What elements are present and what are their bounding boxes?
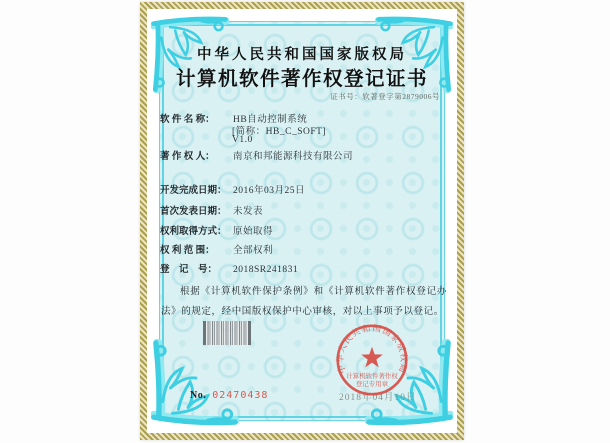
certificate-number-label: 证书号： (330, 92, 363, 101)
seal-line2: 登记专用章 (355, 381, 389, 389)
corner-flourish-icon (151, 339, 239, 427)
field-label: 著 作 权 人： (160, 152, 215, 162)
seal-line1: 计算机软件著作权 (346, 373, 398, 381)
field-acquisition (160, 223, 273, 237)
seal-ring-text: 中华人民共和国国家版权局 (334, 322, 410, 375)
certificate-number (330, 91, 440, 102)
field-rights-scope (160, 242, 273, 256)
seal-star-icon (361, 347, 383, 368)
issuing-authority: 中华人民共和国国家版权局 (197, 47, 407, 63)
field-first-published (160, 203, 263, 217)
field-label: 权利取得方式： (160, 227, 227, 237)
registration-statement: 根据《计算机软件保护条例》和《计算机软件著作权登记办法》的规定，经中国版权保护中心审核，对以上事项予以登记。 (161, 287, 447, 317)
field-value: 南京和邦能源科技有限公司 (233, 152, 354, 162)
issue-date: 2018年04月10日 (339, 393, 417, 403)
official-seal (334, 322, 410, 398)
field-label: 软 件 名 称： (160, 115, 215, 125)
field-copyright-owner (160, 148, 353, 162)
field-label: 权 利 范 围： (160, 246, 215, 256)
field-value: 2018SR241831 (233, 265, 299, 275)
field-value: 未发表 (233, 207, 264, 217)
field-registration-no (160, 261, 298, 275)
field-value: HB自动控制系统 (233, 115, 308, 125)
barcode (203, 321, 251, 345)
field-value: 原始取得 (233, 227, 274, 237)
certificate (140, 2, 464, 440)
field-short-name: [简称：HB_C_SOFT] (232, 127, 327, 137)
field-label: 登 记 号： (160, 265, 218, 275)
field-version: V1.0 (232, 135, 253, 145)
field-value: 全部权利 (233, 246, 274, 256)
serial-number-label: No. (190, 390, 207, 401)
field-label: 首次发表日期： (160, 207, 227, 217)
certificate-title: 计算机软件著作权登记证书 (175, 69, 428, 90)
field-label: 开发完成日期： (160, 186, 227, 196)
certificate-number-value: 软著登字第2879006号 (362, 92, 440, 101)
field-dev-completed (160, 182, 305, 196)
field-value: 2016年03月25日 (233, 186, 306, 196)
serial-number-value: 02470438 (212, 390, 269, 401)
serial-number (190, 390, 268, 401)
